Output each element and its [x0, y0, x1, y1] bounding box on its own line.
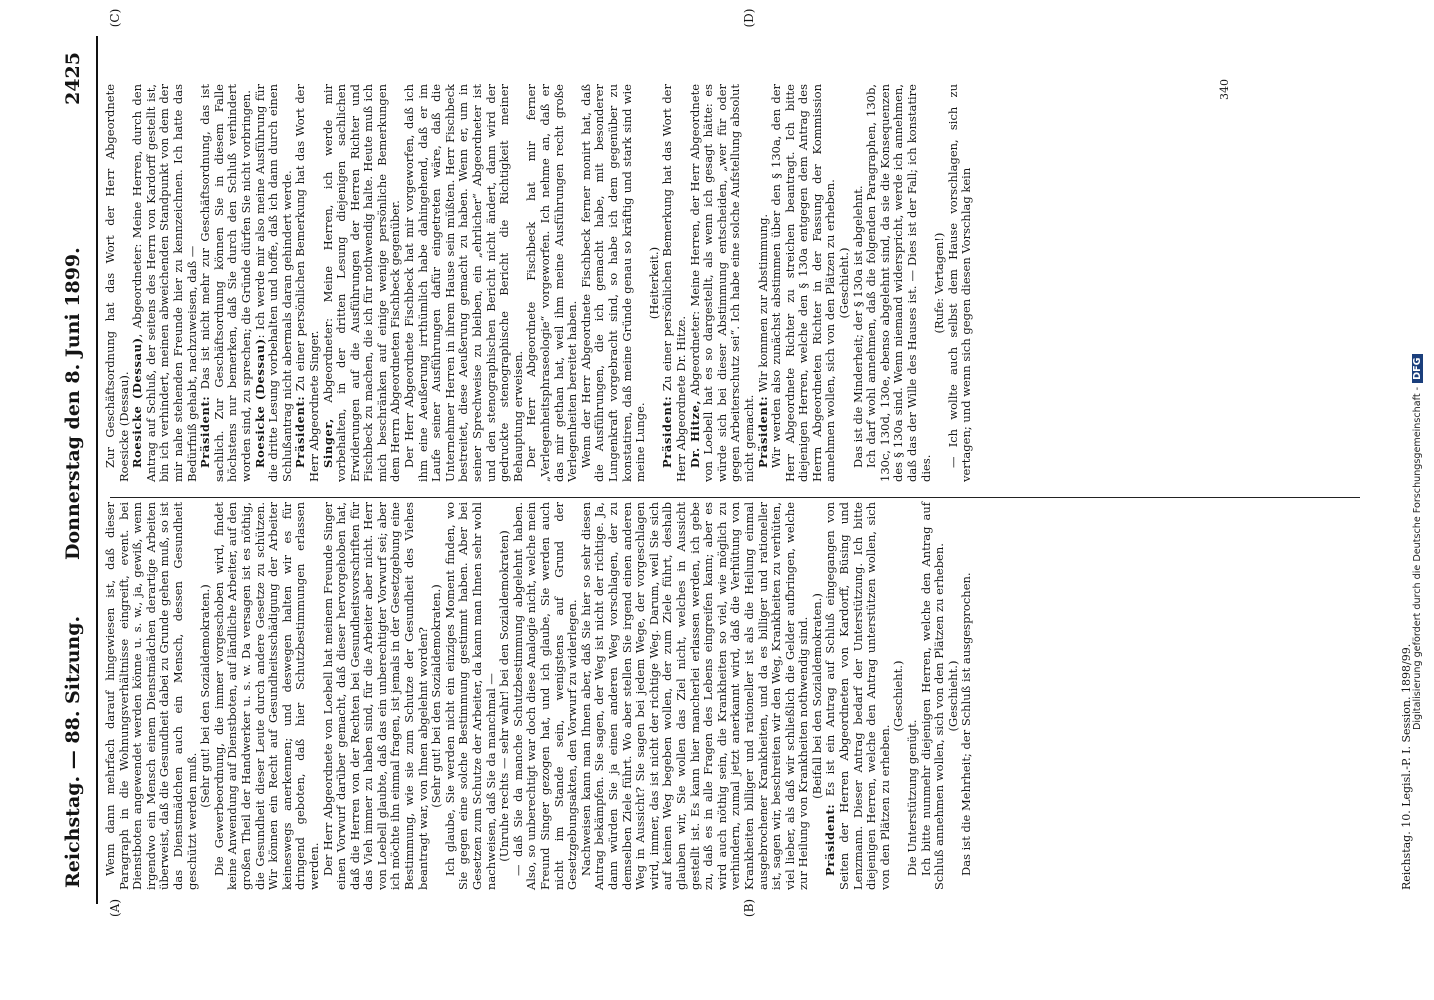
paragraph: (Beifall bei den Sozialdemokraten.): [809, 593, 824, 799]
paragraph: (Sehr gut! bei den Sozialdemokraten.): [198, 584, 213, 808]
paragraph: Präsident: Zu einer persönlichen Bemerkung hat das Wort der Herr Abgeordnete Singer.: [293, 84, 321, 482]
column-divider: [110, 497, 1360, 498]
paragraph: — daß Sie da manche Schutzbestimmung abgelehnt haben. Also, so unberechtigt war doch diese Analogie nicht, welche mein Freund Singer gezogen hat, und ich glaube, Sie werden auch nicht im Stande sein, wenigstens auf Grund der Gesetzgebungsakten, den Vorwurf zu widerlegen.: [510, 502, 580, 890]
paragraph: Nachweisen kann man Ihnen aber, daß Sie hier so sehr diesen Antrag bekämpfen. Sie sagen, der Weg ist nicht der richtige. Ja, dann würden Sie ja einen anderen Weg vorschlagen, der zu demselben Ziele führt. Wo aber stellen Sie irgend einen anderen Weg in Aussicht? Sie sagen bei jedem Wege, der vorgeschlagen wird, immer, das ist nicht der richtige Weg. Darum, weil Sie sich auf keinen Weg begeben wollen, der zum Ziele führt, deshalb glauben wir, Sie wollen das Ziel nicht, welches in Aussicht gestellt ist. Es kann hier mancherlei erlassen werden, ich gebe zu, daß es in alle Fragen des Lebens eingreifen kann; aber es wird auch nöthig sein, die Krankheiten so viel, wie möglich zu verhindern, zumal jetzt anerkannt wird, daß die Verhütung von Krankheiten billiger und rationeller ist als die Heilung einmal ausgebrochener Krankheiten, und da es billiger und rationeller ist, sagen wir, beschreiten wir den Weg, Krankheiten zu verhüten, viel lieber, als daß wir schließlich die Gelder aufbringen, welche zur Heilung von Krankheiten nothwendig sind.: [578, 502, 811, 890]
paragraph: Präsident: Wir kommen zur Abstimmung.: [755, 213, 770, 468]
margin-marker-a: (A): [108, 898, 122, 918]
paragraph: Wir werden also zunächst abstimmen über den § 130a, den der Herr Abgeordnete Richter zu streichen beantragt. Ich bitte diejenigen Herren, welche den § 130a entgegen dem Antrag des Herrn Abgeordneten Richter in der Fassung der Kommission annehmen wollen, sich von den Plätzen zu erheben.: [769, 84, 838, 482]
paragraph: (Geschieht.): [945, 660, 960, 732]
paragraph: (Rufe: Vertagen!): [932, 232, 947, 334]
margin-marker-d: (D): [742, 8, 756, 28]
left-text-column: [104, 502, 974, 890]
margin-marker-c: (C): [108, 8, 122, 28]
page-footer: Reichstag. 10. Legisl.-P. I. Session. 1898/99.: [1400, 643, 1413, 890]
paragraph: Präsident: Es ist ein Antrag auf Schluß eingegangen von Seiten der Herren Abgeordneten von Kardorff, Büsing und Lenzmann. Dieser Antrag bedarf der Unterstützung. Ich bitte diejenigen Herren, welche den Antrag unterstützen wollen, sich von den Plätzen zu erheben.: [823, 502, 892, 890]
paragraph: Wenn dann mehrfach darauf hingewiesen ist, daß dieser Paragraph in die Wohnungsverhältnisse eingreift, event. bei Dienstboten angewendet werden könne u. s. w., ja, gewiß, wenn irgendwo ein Mensch einem Dienstmädchen derartige Arbeiten überweist, daß die Gesundheit dabei zu Grunde gehen muß, so ist das Dienstmädchen auch ein Mensch, dessen Gesundheit geschützt werden muß.: [103, 502, 199, 890]
paragraph: Zur Geschäftsordnung hat das Wort der Herr Abgeordnete Roesicke (Dessau).: [103, 84, 131, 482]
paragraph: Präsident: Das ist nicht mehr zur Geschäftsordnung, das ist sachlich. Zur Geschäftsordnung können Sie in diesem Falle höchstens nur bemerken, daß Sie durch den Schluß verhindert worden sind, zu sprechen; die Gründe dürfen Sie nicht vorbringen.: [198, 84, 253, 482]
paragraph: Der Herr Abgeordnete Fischbeck hat mir vorgeworfen, daß ich ihm eine Aeußerung irrthümlich habe dahingehend, daß er im Laufe seiner Ausführungen dafür eingetreten wäre, daß die Unternehmer Herren in ihrem Hause sein müßten. Herr Fischbeck bestreitet, diese Aeußerung gemacht zu haben. Wenn er, um in seiner Sprechweise zu bleiben, ein „ehrlicher“ Abgeordneter ist und den stenographischen Bericht nicht ändert, dann wird der gedruckte stenographische Bericht die Richtigkeit meiner Behauptung erweisen.: [402, 84, 525, 482]
header-rule: [96, 36, 98, 904]
margin-marker-b: (B): [742, 898, 756, 918]
paragraph: Das ist die Minderheit; der § 130a ist abgelehnt.: [850, 185, 865, 468]
paragraph: (Geschieht.): [837, 247, 852, 319]
paragraph: (Geschieht.): [891, 660, 906, 732]
right-text-column: [104, 84, 974, 482]
paragraph: Die Gewerbeordnung, die immer vorgeschoben wird, findet keine Anwendung auf Dienstboten, auf ländliche Arbeiter, auf den großen Theil der Handwerker u. s. w. Da versagen ist es nöthig, die Gesundheit dieser Leute durch andere Gesetze zu schützen. Wir können ein Recht auf Gesundheitsschädigung der Arbeiter keineswegs anerkennen; und deswegen halten wir es für dringend geboten, daß hier Schutzbestimmungen erlassen werden.: [211, 502, 321, 890]
paragraph: Ich darf wohl annehmen, daß die folgenden Paragraphen, 130b, 130c, 130d, 130e, ebenso abgelehnt sind, da sie die Konsequenzen des § 130a sind. Wenn niemand widerspricht, werde ich annehmen, daß das der Wille des Hauses ist. — Dies ist der Fall; ich konstatire dies.: [864, 84, 933, 482]
paragraph: Roesicke (Dessau), Abgeordneter: Meine Herren, durch den Antrag auf Schluß, der seitens des Herrn von Kardorff gestellt ist, bin ich verhindert, meinen abweichenden Standpunkt von dem der mir nahe stehenden Freunde hier zu kennzeichnen. Ich hatte das Bedürfniß gehabt, nachzuweisen, daß —: [130, 84, 199, 482]
paragraph: (Unruhe rechts — sehr wahr! bei den Sozialdemokraten): [497, 530, 512, 862]
page-header-date: Donnerstag den 8. Juni 1899.: [62, 247, 84, 560]
dfg-logo: DFG: [1412, 354, 1423, 382]
paragraph: Dr. Hitze, Abgeordneter: Meine Herren, der Herr Abgeordnete von Loebell hat es so dargestellt, als wenn ich gesagt hätte: es würde sich bei dieser Abstimmung entscheiden, „wer für oder gegen Arbeiterschutz sei“. Ich habe eine solche Aufstellung absolut nicht gemacht.: [687, 84, 756, 482]
paragraph: Die Unterstützung genügt.: [905, 719, 920, 876]
paragraph: — Ich wollte auch selbst dem Hause vorschlagen, sich zu vertagen; und wenn sich gegen diesen Vorschlag kein: [945, 84, 974, 482]
paragraph: Roesicke (Dessau): Ich werde mir also meine Ausführung für die dritte Lesung vorbehalten und hoffe, daß ich dann durch einen Schlußantrag nicht abermals daran gehindert werde.: [252, 84, 294, 482]
paragraph: Der Herr Abgeordnete Fischbeck hat mir ferner „Verlegenheitsphraseologie“ vorgeworfen. Ich nehme an, daß er das mir gethan hat, weil ihm meine Ausführungen recht große Verlegenheiten bereitet haben.: [524, 84, 580, 482]
page-number: 2425: [62, 52, 84, 105]
paragraph: Wenn der Herr Abgeordnete Fischbeck ferner monirt hat, daß die Ausführungen, die ich gemacht habe, mit besonderer Lungenkraft vorgebracht sind, so habe ich dem gegenüber zu konstatiren, daß meine Gründe genau so kräftig und stark sind wie meine Lunge.: [578, 84, 648, 482]
paragraph: Singer, Abgeordneter: Meine Herren, ich werde mir vorbehalten, in der dritten Lesung diejenigen sachlichen Erwiderungen auf die Ausführungen der Herren Richter und Fischbeck zu machen, die ich für nothwendig halte. Heute muß ich mich beschränken auf einige wenige persönliche Bemerkungen dem Herrn Abgeordneten Fischbeck gegenüber.: [320, 84, 403, 482]
digitization-text: Digitalisierung gefördert durch die Deutsche Forschungsgemeinschaft -: [1412, 386, 1423, 730]
paragraph: (Heiterkeit.): [646, 246, 661, 320]
page-header-session: Reichstag. — 88. Sitzung.: [62, 615, 84, 888]
paragraph: Das ist die Mehrheit; der Schluß ist ausgesprochen.: [959, 572, 974, 876]
paragraph: Ich bitte nunmehr diejenigen Herren, welche den Antrag auf Schluß annehmen wollen, sich von den Plätzen zu erheben.: [918, 502, 947, 890]
digitization-notice: [1412, 354, 1423, 730]
paragraph: Der Herr Abgeordnete von Loebell hat meinem Freunde Singer einen Vorwurf darüber gemacht, daß dieser hervorgehoben hat, daß die Herren von der Rechten bei Gesundheitsvorschriften für das Vieh immer zu haben sind, für die Arbeiter aber nicht. Herr von Loebell glaubte, daß das ein unberechtigter Vorwurf sei; aber ich möchte ihn einmal fragen, ist jemals in der Gesetzgebung eine Bestimmung, wie sie zum Schutze der Gesundheit des Viehes beantragt war, von Ihnen abgelehnt worden?: [320, 502, 430, 890]
sheet-mark: 340: [1218, 79, 1231, 100]
paragraph: Ich glaube, Sie werden nicht ein einziges Moment finden, wo Sie gegen eine solche Bestimmung gestimmt haben. Aber bei Gesetzen zum Schutze der Arbeiter, da kann man Ihnen sehr wohl nachweisen, daß Sie da manchmal —: [442, 502, 498, 890]
paragraph: Präsident: Zu einer persönlichen Bemerkung hat das Wort der Herr Abgeordnete Dr. Hitze.: [660, 84, 688, 482]
paragraph: (Sehr gut! bei den Sozialdemokraten.): [429, 584, 444, 808]
